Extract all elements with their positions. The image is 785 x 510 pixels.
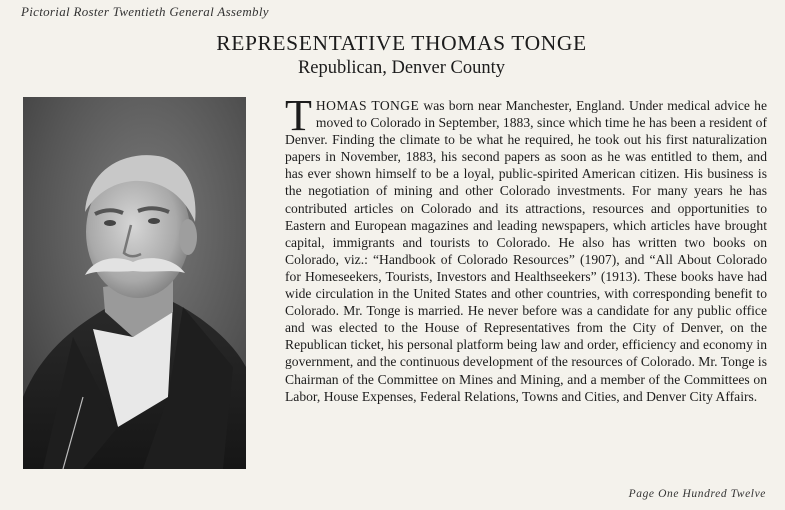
- bio-body: was born near Manchester, England. Under medical advice he moved to Colorado in September, 1883, since which time he has been a resident of Denver. Finding the climate to be what he required, he took out his first naturalization papers in November, 1883, his second papers as soon as he was entitled to them, and has ever shown himself to be a loyal, public-spirited American citizen. His business is the negotiation of mining and other Colorado investments. For many years he has contributed articles on Colorado and its attractions, resources and opportunities to Eastern and European magazines and leading newspapers, which articles have brought capital, immigrants and tourists to Colorado. He also has written two books on Colorado, viz.: “Handbook of Colorado Resources” (1907), and “All About Colorado for Homeseekers, Tourists, Investors and Healthseekers” (1913). These books have had wide circulation in the United States and other countries, with corresponding benefit to Colorado. Mr. Tonge is married. He never before was a candidate for any public office and was elected to the House of Representatives from the City of Denver, on the Republican ticket, his personal platform being law and order, efficiency and economy in government, and the continuous development of the resources of Colorado. Mr. Tonge is Chairman of the Committee on Mines and Mining, and a member of the Committees on Labor, House Expenses, Federal Relations, Towns and Cities, and Denver City Affairs.: [285, 98, 768, 404]
- drop-cap: T: [285, 91, 312, 140]
- portrait-illustration: [23, 97, 246, 469]
- page-number: Page One Hundred Twelve: [628, 488, 766, 500]
- page-subtitle: Republican, Denver County: [297, 58, 506, 78]
- bio-lead-name: HOMAS TONGE: [315, 98, 420, 113]
- portrait-photo: [23, 97, 246, 469]
- biography-text: [285, 91, 768, 405]
- running-head: Pictorial Roster Twentieth General Assembly: [21, 4, 269, 19]
- page-title: REPRESENTATIVE THOMAS TONGE: [216, 31, 587, 55]
